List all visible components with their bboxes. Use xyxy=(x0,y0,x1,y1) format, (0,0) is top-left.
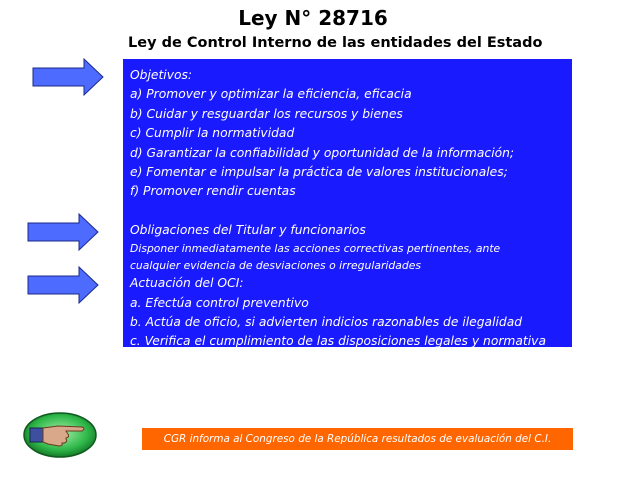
objetivo-item: d) Garantizar la confiabilidad y oportunidad de la información; xyxy=(130,145,515,160)
obligaciones-detail: cualquier evidencia de desviaciones o irregularidades xyxy=(130,259,421,273)
obligaciones-heading: Obligaciones del Titular y funcionarios xyxy=(130,222,366,237)
actuacion-heading: Actuación del OCI: xyxy=(130,276,244,291)
footer-note: CGR informa al Congreso de la República resultados de evaluación del C.I. xyxy=(142,428,573,450)
page-subtitle: Ley de Control Interno de las entidades del Estado xyxy=(128,35,543,51)
actuacion-item: a. Efectúa control preventivo xyxy=(130,295,309,310)
content-box xyxy=(123,59,572,347)
actuacion-item: c. Verifica el cumplimiento de las disposiciones legales y normativa xyxy=(130,334,546,349)
actuacion-item: b. Actúa de oficio, si advierten indicios razonables de ilegalidad xyxy=(130,315,523,330)
objetivos-heading: Objetivos: xyxy=(130,68,193,82)
objetivo-item: f) Promover rendir cuentas xyxy=(130,184,296,199)
obligaciones-detail: Disponer inmediatamente las acciones correctivas pertinentes, ante xyxy=(130,242,501,256)
arrow-right-icon xyxy=(32,58,104,96)
objetivo-item: b) Cuidar y resguardar los recursos y bienes xyxy=(130,106,403,121)
objetivo-item: a) Promover y optimizar la eficiencia, eficacia xyxy=(130,87,412,102)
spacer xyxy=(130,202,572,221)
arrow-right-icon xyxy=(27,213,99,251)
pointing-hand-icon xyxy=(22,411,98,459)
page-title: Ley N° 28716 xyxy=(238,6,388,30)
objetivo-item: e) Fomentar e impulsar la práctica de valores institucionales; xyxy=(130,165,508,180)
objetivo-item: c) Cumplir la normatividad xyxy=(130,126,295,141)
arrow-right-icon xyxy=(27,266,99,304)
